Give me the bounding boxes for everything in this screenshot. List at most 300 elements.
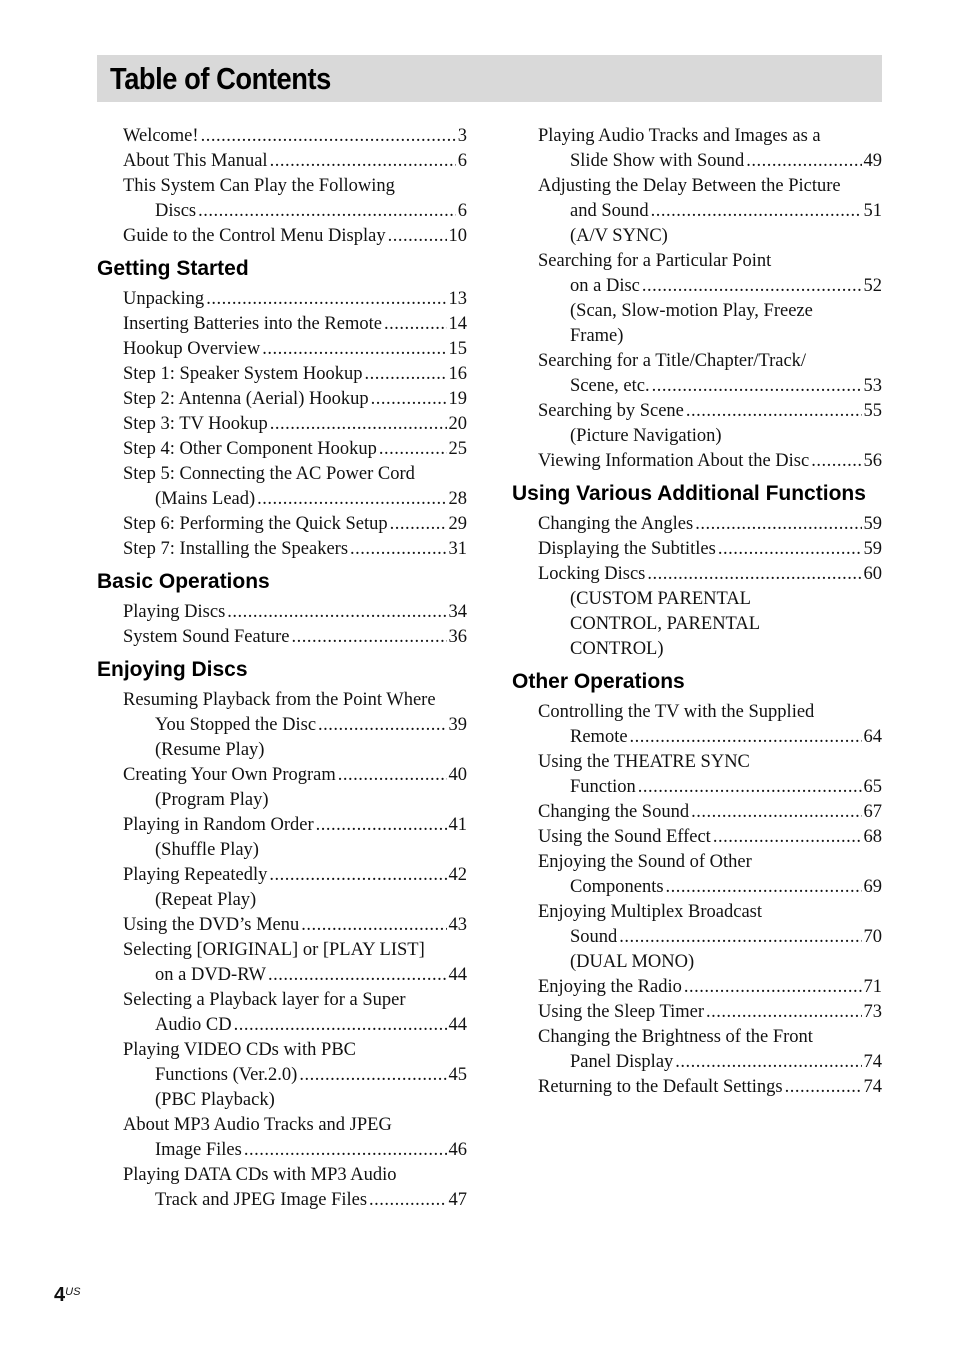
toc-page-number: 42	[448, 865, 467, 885]
dot-leader	[785, 1075, 862, 1100]
dot-leader	[269, 863, 446, 888]
toc-entry[interactable]	[123, 224, 467, 249]
toc-entry[interactable]	[123, 387, 467, 412]
dot-leader	[371, 387, 447, 412]
dot-leader	[301, 913, 446, 938]
dot-leader	[270, 412, 447, 437]
toc-entry-subtitle	[538, 637, 882, 662]
toc-entry-text: Step 1: Speaker System Hookup	[123, 364, 363, 384]
toc-entry-line	[123, 487, 467, 512]
toc-entry-text: About This Manual	[123, 151, 268, 171]
toc-entry-subtitle	[123, 838, 467, 863]
toc-entry-line	[538, 124, 882, 149]
dot-leader	[811, 449, 861, 474]
toc-entry-text: and Sound	[570, 201, 649, 221]
toc-entry-text: Changing the Brightness of the Front	[538, 1027, 813, 1047]
dot-leader	[201, 124, 456, 149]
toc-entry-line	[123, 537, 467, 562]
dot-leader	[198, 199, 456, 224]
toc-entry-line	[123, 337, 467, 362]
toc-entry-line	[538, 274, 882, 299]
toc-entry-text: Searching for a Particular Point	[538, 251, 772, 271]
toc-entry[interactable]	[123, 312, 467, 337]
dot-leader	[695, 512, 861, 537]
toc-entry-text: Locking Discs	[538, 564, 646, 584]
toc-entry-line	[123, 938, 467, 963]
toc-entry-line	[538, 1025, 882, 1050]
toc-entry-text: Step 5: Connecting the AC Power Cord	[123, 464, 415, 484]
dot-leader	[642, 274, 862, 299]
toc-page-number: 59	[863, 539, 882, 559]
dot-leader	[718, 537, 862, 562]
dot-leader	[630, 725, 862, 750]
toc-entry-text: Step 7: Installing the Speakers	[123, 539, 349, 559]
toc-entry-line	[538, 1050, 882, 1075]
toc-entry-text: Scene, etc.	[570, 376, 650, 396]
toc-page-number: 29	[448, 514, 467, 534]
toc-page-number: 59	[863, 514, 882, 534]
toc-page-number: 67	[863, 802, 882, 822]
toc-entry-line	[538, 149, 882, 174]
toc-entry[interactable]	[538, 449, 882, 474]
toc-entry[interactable]	[538, 249, 882, 349]
toc-entry-text: Controlling the TV with the Supplied	[538, 702, 815, 722]
toc-entry-line	[538, 1000, 882, 1025]
toc-entry-line	[123, 1063, 467, 1088]
dot-leader	[647, 562, 861, 587]
dot-leader	[316, 813, 447, 838]
toc-page-number: 65	[863, 777, 882, 797]
toc-entry-text: Playing VIDEO CDs with PBC	[123, 1040, 356, 1060]
toc-entry-text: Enjoying the Radio	[538, 977, 682, 997]
toc-entry[interactable]	[538, 750, 882, 800]
toc-entry-line	[123, 512, 467, 537]
toc-entry[interactable]	[123, 938, 467, 988]
toc-entry-subtitle-text: (A/V SYNC)	[570, 226, 668, 246]
toc-entry-text: on a DVD-RW	[155, 965, 266, 985]
page-number-value: 4	[54, 1284, 66, 1306]
toc-entry-text: Step 6: Performing the Quick Setup	[123, 514, 388, 534]
toc-entry-text: Playing Discs	[123, 602, 226, 622]
toc-entry-text: Track and JPEG Image Files	[155, 1190, 368, 1210]
toc-entry[interactable]	[123, 1163, 467, 1213]
toc-page-number: 74	[863, 1077, 882, 1097]
toc-entry-text: Step 2: Antenna (Aerial) Hookup	[123, 389, 369, 409]
toc-entry-text: Playing Audio Tracks and Images as a	[538, 126, 821, 146]
toc-entry[interactable]	[538, 349, 882, 399]
toc-entry-line	[123, 625, 467, 650]
toc-entry-text: Using the THEATRE SYNC	[538, 752, 750, 772]
toc-page-number: 70	[863, 927, 882, 947]
toc-entry[interactable]	[123, 174, 467, 224]
toc-entry-line	[538, 537, 882, 562]
toc-entry-text: Searching for a Title/Chapter/Track/	[538, 351, 807, 371]
toc-entry-text: Audio CD	[155, 1015, 232, 1035]
toc-entry-text: Inserting Batteries into the Remote	[123, 314, 382, 334]
dot-leader	[262, 337, 446, 362]
toc-page-number: 39	[448, 715, 467, 735]
toc-entry-text: Unpacking	[123, 289, 205, 309]
dot-leader	[638, 775, 862, 800]
toc-entry-subtitle	[538, 950, 882, 975]
toc-entry[interactable]	[123, 287, 467, 312]
toc-entry-text: Enjoying Multiplex Broadcast	[538, 902, 763, 922]
page-number	[54, 1284, 80, 1307]
toc-entry-line	[538, 700, 882, 725]
toc-entry[interactable]	[123, 437, 467, 462]
toc-entry-text: Guide to the Control Menu Display	[123, 226, 386, 246]
toc-entry[interactable]	[538, 900, 882, 975]
toc-entry-text: Displaying the Subtitles	[538, 539, 716, 559]
toc-entry[interactable]	[538, 537, 882, 562]
toc-entry-text: This System Can Play the Following	[123, 176, 395, 196]
toc-entry-line	[123, 713, 467, 738]
toc-entry-line	[538, 825, 882, 850]
toc-page-number: 55	[863, 401, 882, 421]
toc-entry-line	[123, 988, 467, 1013]
dot-leader	[384, 312, 447, 337]
dot-leader	[234, 1013, 447, 1038]
toc-entry-text: Discs	[155, 201, 197, 221]
toc-entry[interactable]	[123, 537, 467, 562]
toc-page-number: 56	[863, 451, 882, 471]
toc-entry-line	[538, 349, 882, 374]
toc-entry-subtitle-text: (Resume Play)	[155, 740, 265, 760]
dot-leader	[369, 1188, 446, 1213]
toc-page-number: 44	[448, 965, 467, 985]
toc-entry-text: Viewing Information About the Disc	[538, 451, 810, 471]
toc-entry-line	[123, 387, 467, 412]
toc-entry-subtitle	[538, 324, 882, 349]
toc-entry-text: Hookup Overview	[123, 339, 261, 359]
toc-entry[interactable]	[538, 1000, 882, 1025]
toc-left-column	[97, 124, 467, 1213]
toc-section	[97, 124, 467, 249]
dot-leader	[686, 399, 862, 424]
section-heading: Other Operations	[512, 670, 685, 693]
toc-right-column	[512, 124, 882, 1100]
toc-entry-line	[538, 875, 882, 900]
toc-section	[512, 668, 882, 1100]
toc-entry-line	[123, 124, 467, 149]
toc-entry-line	[538, 750, 882, 775]
toc-entry-text: About MP3 Audio Tracks and JPEG	[123, 1115, 392, 1135]
dot-leader	[318, 713, 446, 738]
toc-entry-subtitle-text: (Shuffle Play)	[155, 840, 259, 860]
toc-page-number: 25	[448, 439, 467, 459]
toc-entry[interactable]	[538, 800, 882, 825]
toc-entry[interactable]	[123, 124, 467, 149]
toc-entry-text: System Sound Feature	[123, 627, 290, 647]
dot-leader	[244, 1138, 447, 1163]
dot-leader	[652, 374, 862, 399]
toc-entry-text: (Mains Lead)	[155, 489, 256, 509]
toc-entry-line	[538, 925, 882, 950]
toc-entry-text: Panel Display	[570, 1052, 674, 1072]
toc-entry-line	[123, 1188, 467, 1213]
toc-entry[interactable]	[123, 625, 467, 650]
toc-entry[interactable]	[123, 412, 467, 437]
toc-entry-line	[538, 775, 882, 800]
toc-page-number: 47	[448, 1190, 467, 1210]
toc-entry-line	[123, 863, 467, 888]
toc-entry[interactable]	[123, 512, 467, 537]
toc-entry-line	[123, 224, 467, 249]
dot-leader	[388, 224, 447, 249]
toc-entry-subtitle-text: (CUSTOM PARENTAL	[570, 589, 751, 609]
toc-page-number: 44	[448, 1015, 467, 1035]
toc-entry-text: Changing the Sound	[538, 802, 690, 822]
section-heading: Getting Started	[97, 257, 249, 280]
dot-leader	[666, 875, 862, 900]
toc-entry-text: Function	[570, 777, 636, 797]
toc-entry-line	[123, 412, 467, 437]
toc-entry[interactable]	[123, 1113, 467, 1163]
toc-entry-line	[123, 763, 467, 788]
toc-entry[interactable]	[123, 337, 467, 362]
toc-entry[interactable]	[538, 1025, 882, 1075]
toc-entry[interactable]	[123, 763, 467, 813]
toc-entry-text: Creating Your Own Program	[123, 765, 336, 785]
toc-page-number: 46	[448, 1140, 467, 1160]
toc-entry[interactable]	[123, 813, 467, 863]
toc-entry-subtitle	[538, 612, 882, 637]
toc-entry-subtitle	[538, 299, 882, 324]
toc-entry-text: Remote	[570, 727, 628, 747]
toc-page-number: 28	[448, 489, 467, 509]
toc-entry-subtitle-text: Frame)	[570, 326, 624, 346]
toc-entry[interactable]	[123, 988, 467, 1038]
toc-entry-line	[123, 199, 467, 224]
toc-entry[interactable]	[123, 1038, 467, 1113]
toc-entry[interactable]	[538, 512, 882, 537]
toc-entry-line	[538, 975, 882, 1000]
toc-page-number: 10	[448, 226, 467, 246]
toc-entry-subtitle-text: (Scan, Slow-motion Play, Freeze	[570, 301, 813, 321]
toc-entry-text: Selecting [ORIGINAL] or [PLAY LIST]	[123, 940, 425, 960]
toc-entry-text: Components	[570, 877, 664, 897]
dot-leader	[206, 287, 446, 312]
toc-page-number: 64	[863, 727, 882, 747]
toc-entry-line	[538, 562, 882, 587]
toc-entry-line	[123, 437, 467, 462]
toc-entry-subtitle-text: (Program Play)	[155, 790, 269, 810]
toc-entry-subtitle	[123, 738, 467, 763]
toc-entry[interactable]	[123, 462, 467, 512]
toc-entry-line	[538, 800, 882, 825]
toc-entry-subtitle	[538, 587, 882, 612]
toc-entry[interactable]	[538, 562, 882, 662]
toc-entry-line	[538, 249, 882, 274]
toc-page-number: 15	[448, 339, 467, 359]
toc-page-number: 71	[863, 977, 882, 997]
toc-entry[interactable]	[538, 399, 882, 449]
toc-entry-line	[538, 725, 882, 750]
toc-page-number: 6	[457, 201, 467, 221]
toc-entry-subtitle	[123, 888, 467, 913]
toc-entry[interactable]	[538, 975, 882, 1000]
dot-leader	[257, 487, 446, 512]
toc-entry-line	[538, 374, 882, 399]
toc-page-number: 14	[448, 314, 467, 334]
toc-entry-text: Step 4: Other Component Hookup	[123, 439, 377, 459]
toc-entry-line	[123, 462, 467, 487]
toc-entry-line	[123, 149, 467, 174]
toc-entry-text: on a Disc	[570, 276, 640, 296]
toc-section	[97, 255, 467, 562]
dot-leader	[390, 512, 447, 537]
toc-entry-line	[123, 287, 467, 312]
toc-entry-subtitle-text: (Picture Navigation)	[570, 426, 722, 446]
section-heading: Using Various Additional Functions	[512, 482, 866, 505]
toc-entry-text: Slide Show with Sound	[570, 151, 745, 171]
toc-page-number: 40	[448, 765, 467, 785]
toc-page-number: 73	[863, 1002, 882, 1022]
toc-entry-line	[123, 600, 467, 625]
toc-page-number: 53	[863, 376, 882, 396]
dot-leader	[338, 763, 447, 788]
toc-entry-text: Using the Sleep Timer	[538, 1002, 704, 1022]
toc-entry-text: Playing Repeatedly	[123, 865, 268, 885]
toc-entry-text: Image Files	[155, 1140, 242, 1160]
toc-entry-line	[538, 512, 882, 537]
dot-leader	[684, 975, 862, 1000]
toc-entry-line	[538, 1075, 882, 1100]
toc-entry[interactable]	[538, 124, 882, 174]
toc-page-number: 43	[448, 915, 467, 935]
toc-entry-line	[123, 362, 467, 387]
toc-entry-line	[123, 1038, 467, 1063]
toc-entry-line	[123, 688, 467, 713]
dot-leader	[651, 199, 862, 224]
toc-section	[512, 124, 882, 474]
toc-entry-text: Step 3: TV Hookup	[123, 414, 268, 434]
toc-entry-text: Playing DATA CDs with MP3 Audio	[123, 1165, 397, 1185]
toc-entry-text: Enjoying the Sound of Other	[538, 852, 752, 872]
toc-entry[interactable]	[123, 362, 467, 387]
dot-leader	[299, 1063, 446, 1088]
toc-entry-text: You Stopped the Disc	[155, 715, 317, 735]
toc-page-number: 68	[863, 827, 882, 847]
toc-entry-line	[538, 399, 882, 424]
toc-entry-line	[123, 1013, 467, 1038]
toc-page-number: 69	[863, 877, 882, 897]
dot-leader	[713, 825, 862, 850]
toc-entry-line	[123, 1113, 467, 1138]
toc-page-number: 51	[863, 201, 882, 221]
toc-page-number: 34	[448, 602, 467, 622]
toc-entry-subtitle-text: CONTROL)	[570, 639, 664, 659]
toc-section	[97, 568, 467, 650]
dot-leader	[619, 925, 861, 950]
section-heading: Basic Operations	[97, 570, 270, 593]
dot-leader	[350, 537, 446, 562]
dot-leader	[227, 600, 446, 625]
toc-entry-line	[123, 174, 467, 199]
toc-entry-line	[538, 850, 882, 875]
toc-entry-subtitle-text: CONTROL, PARENTAL	[570, 614, 761, 634]
toc-entry-line	[123, 913, 467, 938]
toc-page-number: 19	[448, 389, 467, 409]
toc-entry-subtitle	[123, 788, 467, 813]
title-bar	[97, 55, 882, 102]
toc-entry[interactable]	[123, 149, 467, 174]
toc-page-number: 31	[448, 539, 467, 559]
toc-entry-text: Changing the Angles	[538, 514, 694, 534]
toc-entry-text: Returning to the Default Settings	[538, 1077, 783, 1097]
toc-page-number: 49	[863, 151, 882, 171]
toc-entry-text: Playing in Random Order	[123, 815, 314, 835]
toc-entry[interactable]	[123, 913, 467, 938]
section-heading: Enjoying Discs	[97, 658, 248, 681]
toc-entry-text: Functions (Ver.2.0)	[155, 1065, 298, 1085]
toc-entry[interactable]	[538, 174, 882, 249]
page-title: Table of Contents	[110, 61, 331, 96]
toc-entry-subtitle	[538, 424, 882, 449]
toc-entry-subtitle	[538, 224, 882, 249]
toc-entry-text: Sound	[570, 927, 618, 947]
dot-leader	[746, 149, 861, 174]
dot-leader	[675, 1050, 861, 1075]
dot-leader	[364, 362, 446, 387]
toc-entry-subtitle	[123, 1088, 467, 1113]
toc-entry-text: Welcome!	[123, 126, 199, 146]
dot-leader	[270, 149, 456, 174]
dot-leader	[379, 437, 447, 462]
toc-entry-subtitle-text: (PBC Playback)	[155, 1090, 275, 1110]
toc-entry-line	[538, 900, 882, 925]
toc-entry-text: Searching by Scene	[538, 401, 684, 421]
toc-entry[interactable]	[538, 700, 882, 750]
toc-page-number: 16	[448, 364, 467, 384]
toc-page-number: 60	[863, 564, 882, 584]
toc-entry-line	[123, 1138, 467, 1163]
toc-page-number: 36	[448, 627, 467, 647]
toc-entry-text: Selecting a Playback layer for a Super	[123, 990, 406, 1010]
toc-entry-line	[123, 963, 467, 988]
toc-entry-text: Adjusting the Delay Between the Picture	[538, 176, 841, 196]
toc-page-number: 52	[863, 276, 882, 296]
toc-entry-line	[538, 174, 882, 199]
toc-entry-line	[123, 1163, 467, 1188]
dot-leader	[706, 1000, 862, 1025]
toc-entry-text: Resuming Playback from the Point Where	[123, 690, 436, 710]
toc-page-number: 13	[448, 289, 467, 309]
toc-entry-subtitle-text: (DUAL MONO)	[570, 952, 695, 972]
toc-entry-line	[538, 449, 882, 474]
toc-page-number: 74	[863, 1052, 882, 1072]
toc-entry-line	[538, 199, 882, 224]
toc-entry[interactable]	[123, 863, 467, 913]
toc-page-number: 20	[448, 414, 467, 434]
toc-entry[interactable]	[538, 825, 882, 850]
dot-leader	[691, 800, 861, 825]
toc-entry-line	[123, 813, 467, 838]
dot-leader	[268, 963, 447, 988]
toc-entry-line	[123, 312, 467, 337]
toc-page-number: 41	[448, 815, 467, 835]
toc-page-number: 6	[457, 151, 467, 171]
toc-entry[interactable]	[123, 600, 467, 625]
toc-entry[interactable]	[123, 688, 467, 763]
toc-page-number: 45	[448, 1065, 467, 1085]
dot-leader	[292, 625, 447, 650]
toc-entry[interactable]	[538, 850, 882, 900]
page-number-suffix: US	[65, 1286, 81, 1298]
toc-entry[interactable]	[538, 1075, 882, 1100]
toc-section	[97, 656, 467, 1213]
toc-entry-text: Using the DVD’s Menu	[123, 915, 300, 935]
